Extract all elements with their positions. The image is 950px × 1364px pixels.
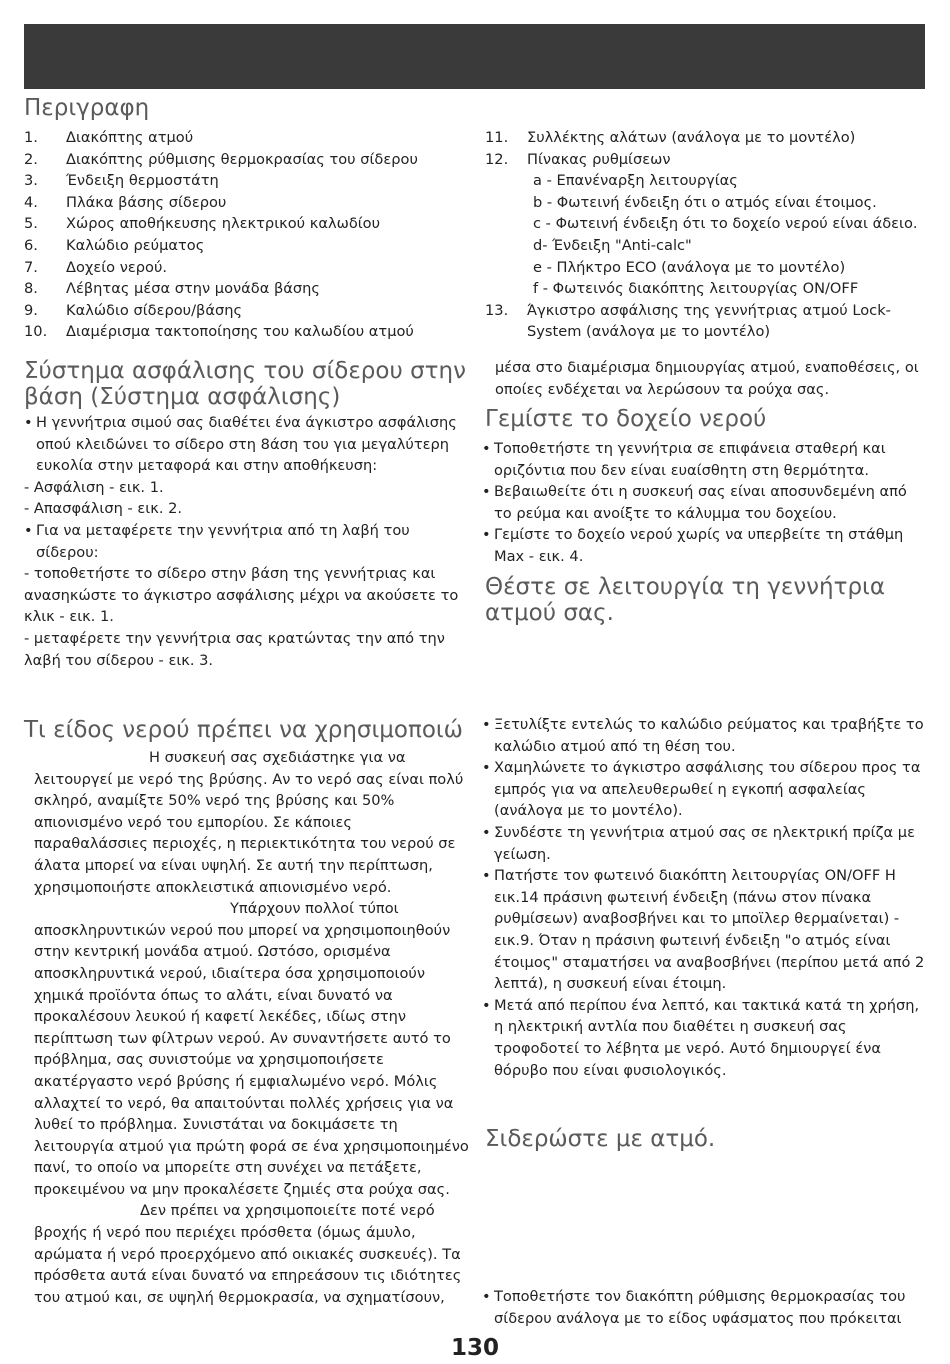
list-item: 7. Δοχείο νερού. bbox=[24, 258, 168, 276]
water-title: Τι είδος νερού πρέπει να χρησιμοποιώ bbox=[24, 717, 463, 743]
start-bullet: • Χαμηλώνετε το άγκιστρο ασφάλισης του σίδερου προς τα εμπρός για να απελευθερωθεί η εγκοπή ασφαλείας (ανάλογα με το μοντέλο). bbox=[482, 757, 925, 822]
start-bullet: • Μετά από περίπου ένα λεπτό, και τακτικά κατά τη χρήση, η ηλεκτρική αντλία που διαθέτει η συσκευή σας τροφοδοτεί το λέβητα με νερό. Αυτό δημιουργεί ένα θόρυβο που είναι φυσιολογικός. bbox=[482, 995, 925, 1081]
list-item: 9. Καλώδιο σίδερου/βάσης bbox=[24, 301, 243, 319]
carry-step-2: - μεταφέρετε την γεννήτρια σας κρατώντας την από την λαβή του σίδερου - εικ. 3. bbox=[24, 629, 445, 669]
start-body bbox=[482, 714, 925, 1081]
fill-bullet: • Τοποθετήστε τη γεννήτρια σε επιφάνεια σταθερή και οριζόντια που δεν είναι ευαίσθητη στη θερμότητα. bbox=[482, 438, 925, 481]
continuation-text: μέσα στο διαμέρισμα δημιουργίας ατμού, εναποθέσεις, οι οποίες ενδέχεται να λερώσουν τα ρούχα σας. bbox=[495, 359, 919, 398]
water-body bbox=[34, 747, 469, 1308]
fill-bullet: • Βεβαιωθείτε ότι η συσκευή σας είναι αποσυνδεμένη από το ρεύμα και ανοίξτε το κάλυμμα του δοχείου. bbox=[482, 481, 925, 524]
list-item: 5. Χώρος αποθήκευσης ηλεκτρικού καλωδίου bbox=[24, 215, 381, 233]
iron-title: Σιδερώστε με ατμό. bbox=[485, 1126, 716, 1152]
description-list-right bbox=[485, 127, 925, 343]
page-number: 130 bbox=[450, 1335, 499, 1361]
description-list-left bbox=[24, 127, 469, 343]
fill-bullet: • Γεμίστε το δοχείο νερού χωρίς να υπερβείτε τη στάθμη Max - εικ. 4. bbox=[482, 524, 925, 567]
list-item: 12. Πίνακας ρυθμίσεων bbox=[485, 150, 671, 168]
list-item: 1. Διακόπτης ατμού bbox=[24, 129, 194, 146]
panel-subitem: e - Πλήκτρο ECO (ανάλογα με το μοντέλο) bbox=[533, 258, 846, 276]
water-paragraph: Δεν πρέπει να χρησιμοποιείτε ποτέ νερό βροχής ή νερό που περιέχει πρόσθετα (όμως άμυλο, αρώματα ή νερό προερχόμενο από οικιακές συσκευές). Τα πρόσθετα αυτά είναι δυνατό να επηρεάσουν τις ιδιότητες του ατμού και, σε υψηλή θερμοκρασία, να σχηματίσουν, bbox=[34, 1202, 462, 1306]
description-title: Περιγραφη bbox=[24, 95, 150, 121]
panel-subitem: c - Φωτεινή ένδειξη ότι το δοχείο νερού είναι άδειο. bbox=[533, 215, 918, 233]
panel-subitem: d- Ένδειξη "Anti-calc" bbox=[533, 236, 692, 254]
list-item: 3. Ένδειξη θερμοστάτη bbox=[24, 172, 219, 190]
lock-bullet: • Η γεννήτρια σιμού σας διαθέτει ένα άγκιστρο ασφάλισης οπού κλειδώνει το σίδερο στη 8άση του για μεγαλύτερη ευκολία στην μεταφορά και στην αποθήκευση: bbox=[24, 412, 469, 477]
fill-body bbox=[482, 438, 925, 568]
start-bullet: • Ξετυλίξτε εντελώς το καλώδιο ρεύματος και τραβήξτε το καλώδιο ατμού από τη θέση του. bbox=[482, 714, 925, 757]
carry-step-1: - τοποθετήστε το σίδερο στην βάση της γεννήτριας και ανασηκώστε το άγκιστρο ασφάλισης μέχρι να ακούσετε το κλικ - εικ. 1. bbox=[24, 565, 459, 626]
list-item: 6. Καλώδιο ρεύματος bbox=[24, 236, 205, 254]
start-bullet: • Πατήστε τον φωτεινό διακόπτη λειτουργίας ON/OFF H εικ.14 πράσινη φωτεινή ένδειξη (πάνω στον πίνακα ρυθμίσεων) αναβοσβήνει και το μποϊλερ θερμαίνεται) - εικ.9. Όταν η πράσινη φωτεινή ένδειξη "ο ατμός είναι έτοιμος" σταματήσει να αναβοσβήνει (περίπου μετά από 2 λεπτά), η συσκευή είναι έτοιμη. bbox=[482, 865, 925, 995]
start-bullet: • Συνδέστε τη γεννήτρια ατμού σας σε ηλεκτρική πρίζα με γείωση. bbox=[482, 822, 925, 865]
list-item: 8. Λέβητας μέσα στην μονάδα βάσης bbox=[24, 280, 320, 298]
list-item: 13. Άγκιστρο ασφάλισης της γεννήτριας ατμού Lock- System (ανάλογα με το μοντέλο) bbox=[485, 301, 891, 341]
fill-title: Γεμίστε το δοχείο νερού bbox=[485, 406, 767, 432]
panel-subitem: a - Επανέναρξη λειτουργίας bbox=[533, 172, 738, 190]
iron-body bbox=[482, 1286, 925, 1329]
lock-step: - Ασφάλιση - εικ. 1. bbox=[24, 478, 164, 496]
water-paragraph: Η συσκευή σας σχεδιάστηκε για να λειτουργεί με νερό της βρύσης. Αν το νερό σας είναι πολύ σκληρό, αναμίξτε 50% νερό της βρύσης και 50% απιονισμένο νερό του εμπορίου. Σε κάποιες παραθαλάσσιες περιοχές, η περιεκτικότητα του νερού σε άλατα μπορεί να είναι υψηλή. Σε αυτή την περίπτωση, χρησιμοποιήστε αποκλειστικά απιονισμένο νερό. bbox=[34, 749, 464, 896]
panel-subitem: f - Φωτεινός διακόπτης λειτουργίας ON/OFF bbox=[533, 280, 859, 298]
water-paragraph: Υπάρχουν πολλοί τύποι αποσκληρυντικών νερού που μπορεί να χρησιμοποιηθούν στην κεντρική μονάδα ατμού. Ωστόσο, ορισμένα αποσκληρυντικά νερού, ιδιαίτερα όσα χρησιμοποιούν χημικά προϊόντα όπως το αλάτι, είναι δυνατό να προκαλέσουν λευκού ή καφετί λεκέδες, ιδίως στην περίπτωση των φίλτρων νερού. Αν συναντήσετε αυτό το πρόβλημα, σας συνιστούμε να χρησιμοποιήσετε ακατέργαστο νερό βρύσης ή εμφιαλωμένο νερό. Μόλις αλλαχτεί το νερό, θα απαιτούνται πολλές χρήσεις για να λυθεί το πρόβλημα. Συνιστάται να δοκιμάσετε τη λειτουργία ατμού για πρώτη φορά σε ένα χρησιμοποιημένο πανί, το οποίο να μπορείτε στη συνέχει να πετάξετε, προκειμένου να μην προκαλέσετε ζημιές στα ρούχα σας. bbox=[34, 900, 469, 1198]
list-item: 4. Πλάκα βάσης σίδερου bbox=[24, 193, 227, 211]
list-item: 2. Διακόπτης ρύθμισης θερμοκρασίας του σίδερου bbox=[24, 150, 418, 168]
unlock-step: - Απασφάλιση - εικ. 2. bbox=[24, 500, 183, 518]
start-title: Θέστε σε λειτουργία τη γεννήτρια ατμού σας. bbox=[485, 574, 885, 626]
lock-system-body bbox=[24, 412, 469, 671]
iron-bullet: • Τοποθετήστε τον διακόπτη ρύθμισης θερμοκρασίας του σίδερου ανάλογα με το είδος υφάσματος που πρόκειται bbox=[482, 1286, 925, 1329]
lock-system-title: Σύστημα ασφάλισης του σίδερου στην βάση (Σύστημα ασφάλισης) bbox=[24, 358, 466, 410]
list-item: 11. Συλλέκτης αλάτων (ανάλογα με το μοντέλο) bbox=[485, 129, 856, 146]
list-item: 10. Διαμέρισμα τακτοποίησης του καλωδίου ατμού bbox=[24, 323, 414, 341]
carry-bullet: • Για να μεταφέρετε την γεννήτρια από τη λαβή του σίδερου: bbox=[24, 520, 469, 563]
header-bar bbox=[24, 24, 925, 89]
panel-subitem: b - Φωτεινή ένδειξη ότι ο ατμός είναι έτοιμος. bbox=[533, 193, 877, 211]
